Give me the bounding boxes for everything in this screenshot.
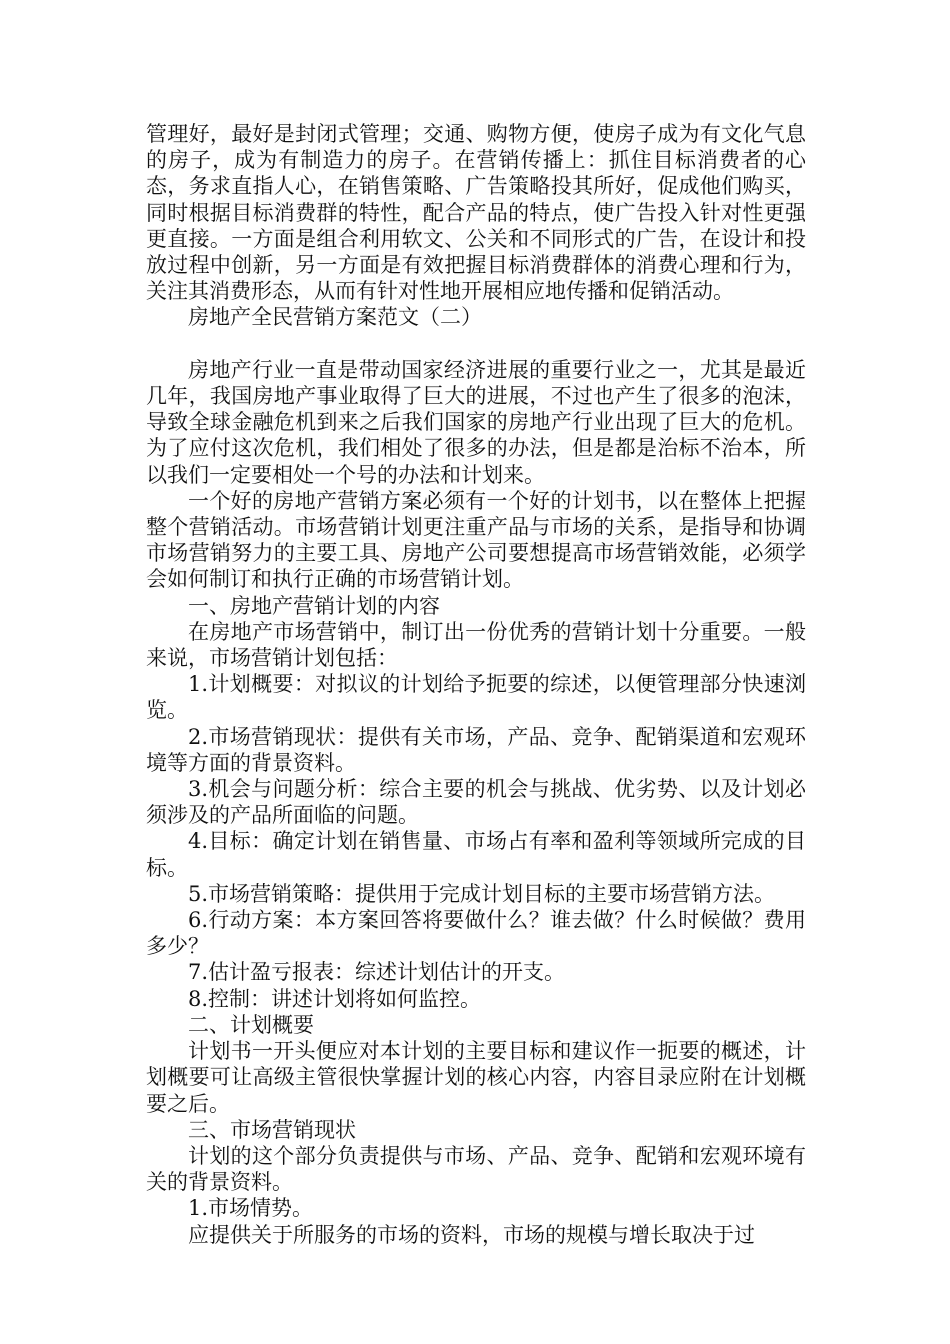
heading-plan-summary: 二、计划概要 <box>188 1012 314 1037</box>
list-item: 1.市场情势。 <box>188 1196 314 1221</box>
paragraph-intro: 房地产行业一直是带动国家经济进展的重要行业之一，尤其是最近几年，我国房地产事业取得了巨大的进展，不过也产生了很多的泡沫，导致全球金融危机到来之后我们国家的房地产行业出现了巨大的危机。为了应付这次危机，我们相处了很多的办法，但是都是治标不治本，所以我们一定要相处一个号的办法和计划来。 <box>146 357 806 487</box>
list-item: 4.目标：确定计划在销售量、市场占有率和盈利等领域所完成的目标。 <box>146 829 806 880</box>
paragraph-continuation: 管理好，最好是封闭式管理；交通、购物方便，使房子成为有文化气息的房子，成为有制造力的房子。在营销传播上：抓住目标消费者的心态，务求直指人心，在销售策略、广告策略投其所好，促成他们购买，同时根据目标消费群的特性，配合产品的特点，使广告投入针对性更强更直接。一方面是组合利用软文、公关和不同形式的广告，在设计和投放过程中创新，另一方面是有效把握目标消费群体的消费心理和行为，关注其消费形态，从而有针对性地开展相应地传播和促销活动。 <box>146 122 806 304</box>
heading-market-status: 三、市场营销现状 <box>188 1117 356 1142</box>
paragraph-plan-includes: 在房地产市场营销中，制订出一份优秀的营销计划十分重要。一般来说，市场营销计划包括： <box>146 619 806 671</box>
list-item: 8.控制：讲述计划将如何监控。 <box>188 986 482 1011</box>
list-item: 7.估计盈亏报表：综述计划估计的开支。 <box>188 960 566 985</box>
section-title: 房地产全民营销方案范文（二） <box>188 305 482 330</box>
list-item: 5.市场营销策略：提供用于完成计划目标的主要市场营销方法。 <box>188 881 776 906</box>
heading-plan-content: 一、房地产营销计划的内容 <box>188 593 440 618</box>
paragraph-market-situation: 应提供关于所服务的市场的资料，市场的规模与增长取决于过 <box>188 1222 755 1247</box>
paragraph-market-status: 计划的这个部分负责提供与市场、产品、竞争、配销和宏观环境有关的背景资料。 <box>146 1143 806 1195</box>
blank-line <box>146 331 806 357</box>
paragraph-plan-summary: 计划书一开头便应对本计划的主要目标和建议作一扼要的概述，计划概要可让高级主管很快掌握计划的核心内容，内容目录应附在计划概要之后。 <box>146 1039 806 1116</box>
list-item: 6.行动方案：本方案回答将要做什么？谁去做？什么时候做？费用多少？ <box>146 908 806 959</box>
list-item: 3.机会与问题分析：综合主要的机会与挑战、优劣势、以及计划必须涉及的产品所面临的问题。 <box>146 777 806 828</box>
paragraph-plan: 一个好的房地产营销方案必须有一个好的计划书，以在整体上把握整个营销活动。市场营销计划更注重产品与市场的关系，是指导和协调市场营销努力的主要工具、房地产公司要想提高市场营销效能，必须学会如何制订和执行正确的市场营销计划。 <box>146 488 806 592</box>
list-item: 2.市场营销现状：提供有关市场，产品、竞争、配销渠道和宏观环境等方面的背景资料。 <box>146 724 806 775</box>
document-page <box>146 121 806 1248</box>
list-item: 1.计划概要：对拟议的计划给予扼要的综述，以便管理部分快速浏览。 <box>146 672 806 723</box>
